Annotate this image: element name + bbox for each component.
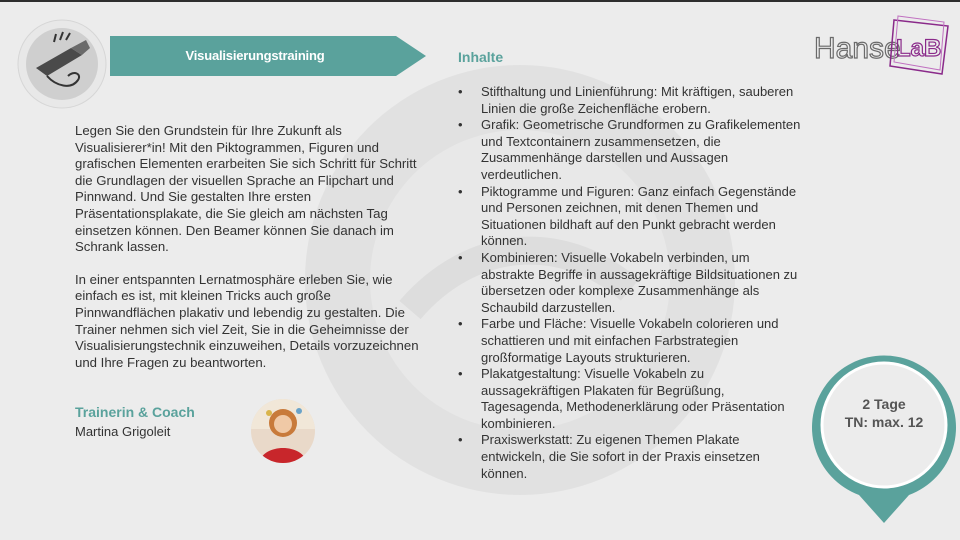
bullet-icon: • [458,183,463,199]
bullet-icon: • [458,249,463,265]
intro-paragraph-1: Legen Sie den Grundstein für Ihre Zukunft als Visualisierer*in! Mit den Piktogrammen, Figuren und grafischen Elementen erarbeiten Sie sich Schritt für Schritt die Grundlagen der visuellen Sprache an Flipchart und Pinnwand. Und Sie gestalten Ihre ersten Präsentationsplakate, die Sie gleich am nächsten Tag einsetzen können. Den Beamer können Sie danach im Schrank lassen. [75,123,417,255]
list-item [458,84,803,117]
bullet-icon: • [458,432,463,448]
hanselab-logo [812,12,952,78]
list-item [458,432,803,482]
bullet-icon: • [458,316,463,332]
bullet-icon: • [458,117,463,133]
inhalte-heading: Inhalte [458,49,504,65]
list-item-text: Piktogramme und Figuren: Ganz einfach Gegenstände und Personen zeichnen, mit denen Themen und Situationen bildhaft auf den Punkt gebracht werden können. [481,183,797,249]
intro-text [75,123,425,387]
list-item-text: Stifthaltung und Linienführung: Mit kräftigen, sauberen Linien die große Zeichenfläche erobern. [481,84,794,116]
svg-text:LaB: LaB [896,35,942,62]
marker-pen-icon [16,18,108,110]
badge-text [818,395,950,431]
badge-duration: 2 Tage [862,396,906,412]
bullet-icon: • [458,84,463,99]
course-title: Visualisierungstraining [185,48,325,63]
list-item-text: Praxiswerkstatt: Zu eigenen Themen Plakate entwickeln, die Sie sofort in der Praxis einsetzen können. [481,432,760,481]
intro-paragraph-2: In einer entspannten Lernatmosphäre erleben Sie, wie einfach es ist, mit kleinen Tricks auch große Pinnwandflächen plakativ und lebendig zu gestalten. Die Trainer nehmen sich viel Zeit, Sie in die Geheimnisse der Visualisierungstechnik einzuweihen, Details vorzuzeichnen und Ihre Fragen zu beantworten. [75,271,419,370]
list-item [458,316,803,366]
trainer-heading: Trainerin & Coach [75,404,195,420]
bullet-icon: • [458,366,463,382]
list-item [458,117,803,183]
list-item-text: Farbe und Fläche: Visuelle Vokabeln colorieren und schattieren und mit einfachen Farbstrategien großformatige Layouts strukturieren. [481,316,779,365]
trainer-name: Martina Grigoleit [75,424,171,439]
badge-participants: TN: max. 12 [844,414,924,430]
list-item-text: Grafik: Geometrische Grundformen zu Grafikelementen und Textcontainern zusammensetzen, die Zusammenhänge darstellen und Aussagen verdeutlichen. [481,117,801,182]
svg-text:Hanse: Hanse [814,32,901,65]
list-item-text: Plakatgestaltung: Visuelle Vokabeln zu aussagekräftigen Plakaten für Begrüßung, Tagesagenda, Methodenerklärung oder Präsentation kombinieren. [481,366,785,431]
trainer-photo [251,399,315,463]
info-badge [804,345,960,527]
top-border [0,0,960,2]
list-item [458,184,803,250]
list-item [458,366,803,432]
list-item [458,250,803,316]
inhalte-list [458,84,803,482]
list-item-text: Kombinieren: Visuelle Vokabeln verbinden, um abstrakte Begriffe in aussagekräftige Bildsituationen zu übersetzen oder komplexe Zusammenhänge als Schaubild darzustellen. [481,249,798,315]
